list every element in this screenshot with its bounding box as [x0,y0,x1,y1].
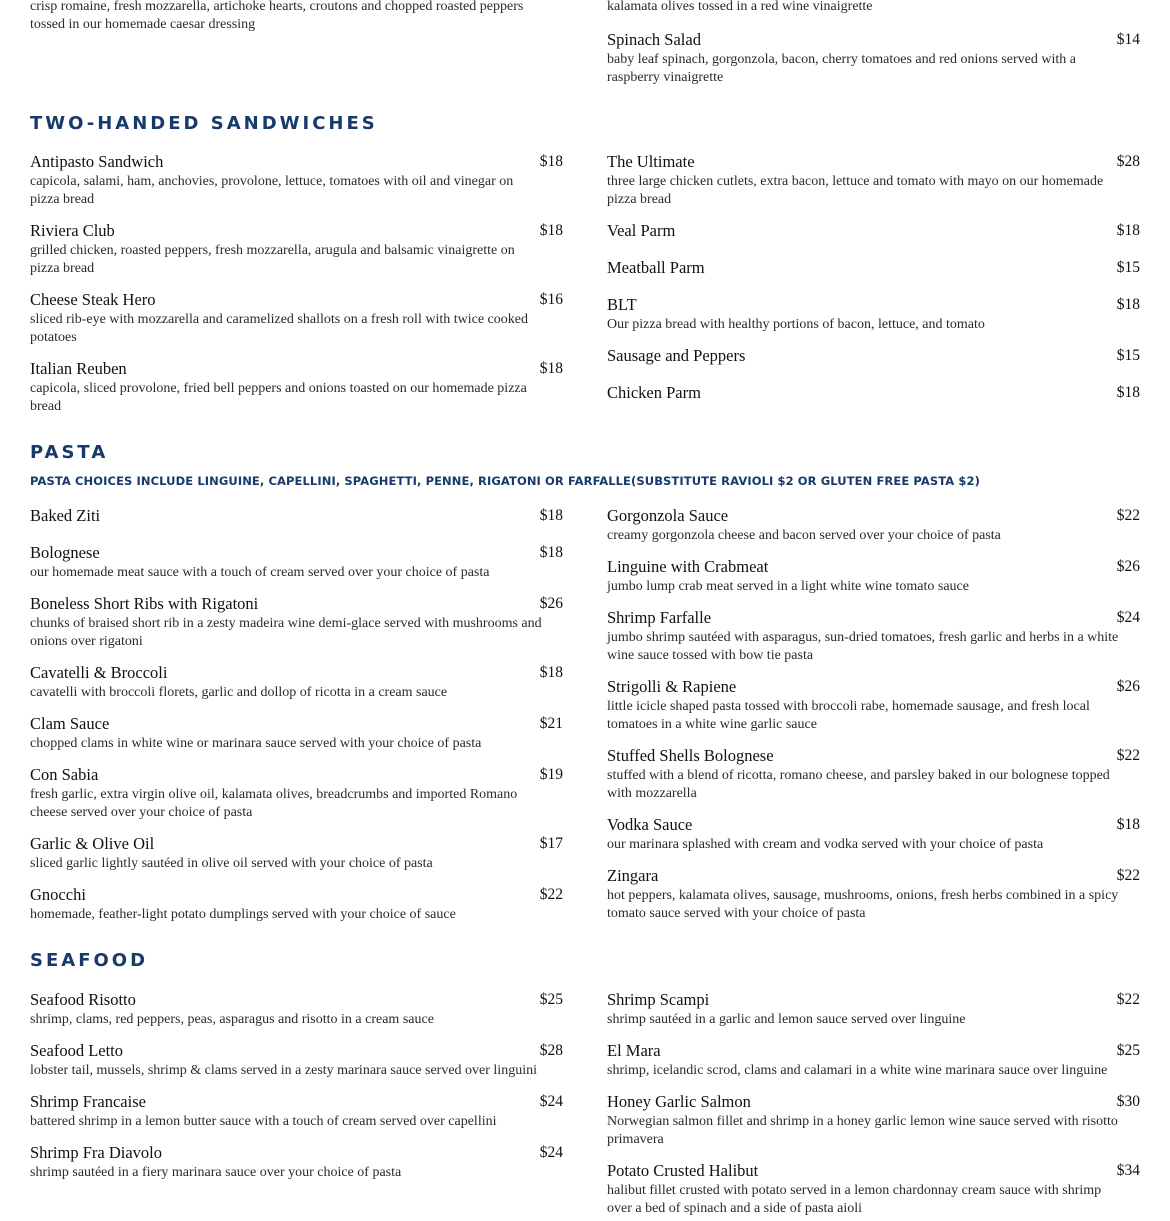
menu-item [607,608,1140,677]
item-name: Shrimp Francaise [30,1092,146,1111]
item-price: $15 [1116,259,1140,276]
item-desc: shrimp, clams, red peppers, peas, asparagus and risotto in a cream sauce [30,1012,434,1027]
item-desc: creamy gorgonzola cheese and bacon served over your choice of pasta [607,528,1001,543]
item-desc: fresh garlic, extra virgin olive oil, kalamata olives, breadcrumbs and imported Romano cheese served over your choice of pasta [30,787,518,820]
menu-item [30,1092,563,1143]
menu-item [607,30,1140,87]
item-price: $18 [539,544,563,561]
item-name: Seafood Risotto [30,990,136,1009]
item-name: Cavatelli & Broccoli [30,663,168,682]
menu-item [607,1092,1140,1161]
item-price: $22 [1116,991,1140,1008]
menu-item [30,221,563,290]
menu-item [30,1143,563,1194]
menu-item [30,663,563,714]
menu-item [30,834,563,885]
item-desc: capicola, salami, ham, anchovies, provolone, lettuce, tomatoes with oil and vinegar on pizza bread [30,174,514,207]
item-name: Zingara [607,866,659,885]
menu-item [607,221,1140,258]
item-name: Riviera Club [30,221,115,240]
item-name: El Mara [607,1041,661,1060]
seafood-right-column [607,990,1140,1221]
item-price: $28 [1116,153,1140,170]
item-name: The Ultimate [607,152,695,171]
item-desc: shrimp sautéed in a fiery marinara sauce over your choice of pasta [30,1165,402,1180]
item-price: $22 [1116,507,1140,524]
item-desc: jumbo shrimp sautéed with asparagus, sun-dried tomatoes, fresh garlic and herbs in a white wine sauce tossed with bow tie pasta [607,630,1119,663]
menu-item [30,714,563,765]
menu-item [607,746,1140,815]
menu-item [607,866,1140,935]
menu-item [607,295,1140,346]
menu-item [607,152,1140,221]
item-name: Gnocchi [30,885,86,904]
section-title-seafood: SEAFOOD [30,950,149,971]
menu-item [607,815,1140,866]
item-price: $18 [539,360,563,377]
item-name: Cheese Steak Hero [30,290,156,309]
sandwiches-right-column [607,152,1140,420]
item-desc: little icicle shaped pasta tossed with broccoli rabe, homemade sausage, and fresh local tomatoes in a white wine garlic sauce [607,699,1090,732]
salad-fragment-desc: kalamata olives tossed in a red wine vinaigrette [607,0,873,14]
item-price: $22 [1116,867,1140,884]
section-title-sandwiches: TWO-HANDED SANDWICHES [30,113,378,134]
item-desc: our marinara splashed with cream and vodka served with your choice of pasta [607,837,1044,852]
menu-item [30,885,563,936]
item-desc: cavatelli with broccoli florets, garlic and dollop of ricotta in a cream sauce [30,685,448,700]
item-price: $18 [1116,222,1140,239]
menu-item [607,346,1140,383]
item-desc: grilled chicken, roasted peppers, fresh mozzarella, arugula and balsamic vinaigrette on pizza bread [30,243,515,276]
item-name: Spinach Salad [607,30,701,49]
menu-item [30,290,563,359]
item-price: $26 [539,595,563,612]
item-name: Boneless Short Ribs with Rigatoni [30,594,259,613]
item-price: $22 [539,886,563,903]
item-name: Gorgonzola Sauce [607,506,729,525]
item-desc: sliced rib-eye with mozzarella and caramelized shallots on a fresh roll with twice cooked potatoes [30,312,528,345]
item-name: Shrimp Fra Diavolo [30,1143,162,1162]
item-price: $24 [1116,609,1140,626]
item-name: Clam Sauce [30,714,110,733]
item-price: $26 [1116,678,1140,695]
item-price: $18 [1116,384,1140,401]
item-price: $25 [539,991,563,1008]
item-price: $26 [1116,558,1140,575]
item-name: Meatball Parm [607,258,705,277]
item-price: $18 [1116,296,1140,313]
item-desc: battered shrimp in a lemon butter sauce with a touch of cream served over capellini [30,1114,497,1129]
section-title-pasta: PASTA [30,442,109,463]
menu-item [607,557,1140,608]
item-desc: Norwegian salmon fillet and shrimp in a honey garlic lemon wine sauce served with risotto primavera [607,1114,1118,1147]
item-desc: hot peppers, kalamata olives, sausage, mushrooms, onions, fresh herbs combined in a spicy tomato sauce served with your choice of pasta [607,888,1119,921]
item-name: Chicken Parm [607,383,701,402]
menu-item [607,258,1140,295]
menu-item [30,594,563,663]
item-price: $17 [539,835,563,852]
item-name: BLT [607,295,637,314]
item-price: $25 [1116,1042,1140,1059]
item-price: $28 [539,1042,563,1059]
item-price: $18 [1116,816,1140,833]
item-price: $22 [1116,747,1140,764]
menu-item [607,990,1140,1041]
menu-item [30,990,563,1041]
item-desc: sliced garlic lightly sautéed in olive oil served with your choice of pasta [30,856,433,871]
sandwiches-left-column [30,152,563,428]
pasta-choices-note: PASTA CHOICES INCLUDE LINGUINE, CAPELLINI, SPAGHETTI, PENNE, RIGATONI OR FARFALLE(SUBSTITUTE RAVIOLI $2 OR GLUTEN FREE PASTA $2) [30,474,980,488]
item-price: $19 [539,766,563,783]
menu-item [607,1161,1140,1221]
item-name: Seafood Letto [30,1041,124,1060]
item-name: Garlic & Olive Oil [30,834,155,853]
item-desc: Our pizza bread with healthy portions of bacon, lettuce, and tomato [607,317,985,332]
menu-item [30,152,563,221]
item-desc: capicola, sliced provolone, fried bell peppers and onions toasted on our homemade pizza bread [30,381,527,414]
item-name: Honey Garlic Salmon [607,1092,751,1111]
salad-fragment-desc: crisp romaine, fresh mozzarella, artichoke hearts, croutons and chopped roasted peppers tossed in our homemade caesar dressing [30,0,524,32]
item-price: $18 [539,507,563,524]
menu-item [30,543,563,594]
menu-item [30,359,563,428]
item-desc: shrimp sautéed in a garlic and lemon sauce served over linguine [607,1012,966,1027]
item-desc: halibut fillet crusted with potato served in a lemon chardonnay cream sauce with shrimp over a bed of spinach and a side of pasta aioli [607,1183,1102,1216]
item-desc: chopped clams in white wine or marinara sauce served with your choice of pasta [30,736,482,751]
salads-tail-right-column [607,30,1140,87]
item-price: $24 [539,1144,563,1161]
item-price: $16 [539,291,563,308]
pasta-left-column [30,506,563,936]
item-desc: chunks of braised short rib in a zesty madeira wine demi-glace served with mushrooms and onions over rigatoni [30,616,542,649]
item-name: Strigolli & Rapiene [607,677,737,696]
item-desc: jumbo lump crab meat served in a light white wine tomato sauce [607,579,969,594]
item-price: $21 [539,715,563,732]
menu-item [607,1041,1140,1092]
item-name: Vodka Sauce [607,815,693,834]
item-name: Linguine with Crabmeat [607,557,769,576]
item-name: Shrimp Scampi [607,990,710,1009]
item-desc: homemade, feather-light potato dumplings served with your choice of sauce [30,907,456,922]
item-desc: shrimp, icelandic scrod, clams and calamari in a white wine marinara sauce over linguine [607,1063,1108,1078]
item-price: $18 [539,222,563,239]
item-price: $14 [1116,31,1140,48]
item-name: Shrimp Farfalle [607,608,712,627]
item-name: Con Sabia [30,765,99,784]
pasta-right-column [607,506,1140,935]
item-name: Veal Parm [607,221,676,240]
item-name: Baked Ziti [30,506,101,525]
item-name: Bolognese [30,543,100,562]
item-price: $15 [1116,347,1140,364]
item-name: Italian Reuben [30,359,127,378]
menu-item [30,1041,563,1092]
menu-item [607,383,1140,420]
item-price: $18 [539,664,563,681]
seafood-left-column [30,990,563,1194]
item-desc: baby leaf spinach, gorgonzola, bacon, cherry tomatoes and red onions served with a raspberry vinaigrette [607,52,1076,85]
item-price: $34 [1116,1162,1140,1179]
item-name: Potato Crusted Halibut [607,1161,759,1180]
item-desc: stuffed with a blend of ricotta, romano cheese, and parsley baked in our bolognese topped with mozzarella [607,768,1110,801]
item-name: Sausage and Peppers [607,346,746,365]
item-price: $30 [1116,1093,1140,1110]
item-name: Stuffed Shells Bolognese [607,746,774,765]
item-desc: our homemade meat sauce with a touch of cream served over your choice of pasta [30,565,490,580]
item-desc: lobster tail, mussels, shrimp & clams served in a zesty marinara sauce served over linguini [30,1063,537,1078]
item-price: $24 [539,1093,563,1110]
menu-item [607,506,1140,557]
menu-item [30,765,563,834]
menu-item [30,506,563,543]
item-desc: three large chicken cutlets, extra bacon, lettuce and tomato with mayo on our homemade pizza bread [607,174,1104,207]
menu-item [607,677,1140,746]
item-price: $18 [539,153,563,170]
item-name: Antipasto Sandwich [30,152,164,171]
